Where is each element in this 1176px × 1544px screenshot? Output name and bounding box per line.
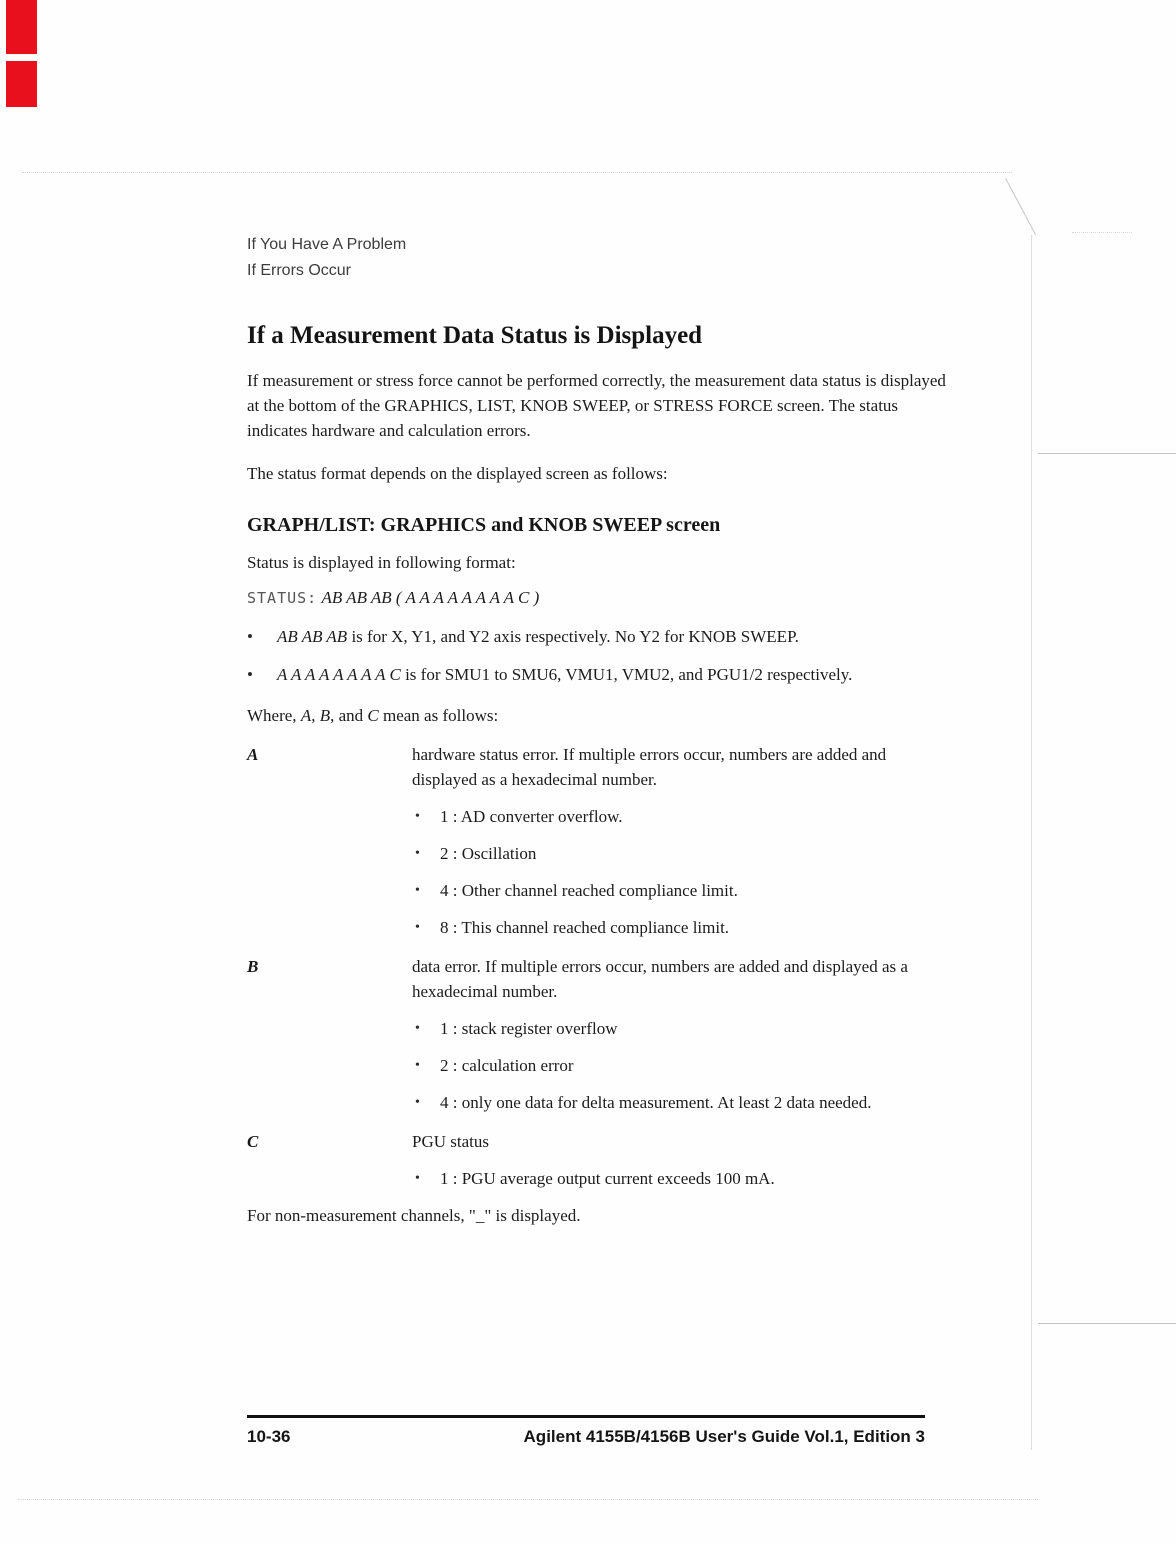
scan-artifact-margin-rule-lower (1038, 1323, 1176, 1324)
bullet-icon: • (415, 1021, 420, 1036)
page-content (247, 232, 947, 1228)
definition-sub-item (415, 804, 947, 829)
where-post: mean as follows: (378, 706, 499, 725)
where-sep1: , (311, 706, 320, 725)
sub-item-text: 1 : PGU average output current exceeds 100 mA. (440, 1169, 775, 1188)
definition-term: C (247, 1132, 259, 1151)
bullet-item-channels (247, 662, 947, 687)
sub-item-text: 1 : AD converter overflow. (440, 807, 623, 826)
definition-c (247, 1129, 947, 1191)
bullet-icon: • (415, 1171, 420, 1186)
intro-paragraph: If measurement or stress force cannot be performed correctly, the measurement data status is displayed at the bottom of the GRAPHICS, LIST, KNOB SWEEP, or STRESS FORCE screen. The status indicates hardware and calculation errors. (247, 371, 946, 440)
definition-text: hardware status error. If multiple errors occur, numbers are added and displayed as a hexadecimal number. (412, 745, 887, 789)
bullet-icon: • (415, 883, 420, 898)
scan-artifact-dotted-bottom (18, 1499, 1038, 1500)
where-term-c: C (367, 706, 379, 725)
closing-note: For non-measurement channels, "_" is displayed. (247, 1206, 581, 1225)
sub-item-text: 2 : calculation error (440, 1056, 574, 1075)
definition-b (247, 954, 947, 1115)
scan-artifact-margin-dash (1072, 232, 1132, 233)
definition-sub-item (415, 841, 947, 866)
definition-sub-item (415, 1053, 947, 1078)
footer-rule (247, 1415, 925, 1418)
section-heading: GRAPH/LIST: GRAPHICS and KNOB SWEEP screen (247, 514, 721, 536)
sub-item-text: 4 : only one data for delta measurement. At least 2 data needed. (440, 1093, 872, 1112)
definition-description (412, 1129, 947, 1191)
page-title: If a Measurement Data Status is Displayed (247, 322, 703, 349)
page-number: 10-36 (247, 1427, 291, 1446)
bullet-text (277, 624, 947, 649)
status-format-line (247, 585, 947, 611)
bullet-icon: • (415, 1058, 420, 1073)
running-header-line1: If You Have A Problem (247, 236, 407, 253)
definition-sub-item (415, 878, 947, 903)
definition-description (412, 742, 947, 940)
definition-a (247, 742, 947, 940)
running-header (247, 232, 947, 284)
status-label: STATUS: (247, 589, 318, 607)
bullet-item-axes (247, 624, 947, 649)
sub-item-text: 4 : Other channel reached compliance limit. (440, 881, 738, 900)
bullet-rest: is for X, Y1, and Y2 axis respectively. No Y2 for KNOB SWEEP. (347, 627, 799, 646)
scan-artifact-dotted-top (22, 172, 1012, 173)
page-footer (247, 1415, 925, 1447)
sub-item-text: 1 : stack register overflow (440, 1019, 618, 1038)
bullet-icon: • (415, 1095, 420, 1110)
definition-term: A (247, 745, 259, 764)
bullet-icon: • (247, 627, 253, 646)
sub-item-text: 8 : This channel reached compliance limit. (440, 918, 730, 937)
red-registration-mark-bottom (6, 61, 37, 107)
definition-sub-item (415, 1090, 947, 1115)
bullet-icon: • (247, 665, 253, 684)
sub-item-text: 2 : Oscillation (440, 844, 537, 863)
where-line (247, 703, 947, 728)
status-value: AB AB AB ( A A A A A A A A C ) (321, 588, 540, 607)
definition-sub-item (415, 1166, 947, 1191)
bullet-emphasis: A A A A A A A A C (277, 665, 401, 684)
bullet-icon: • (415, 809, 420, 824)
where-pre: Where, (247, 706, 301, 725)
footer-text-row (247, 1427, 925, 1447)
definition-description (412, 954, 947, 1115)
definition-sub-item (415, 1016, 947, 1041)
scan-artifact-corner-fold (1005, 178, 1036, 235)
where-term-a: A (300, 706, 312, 725)
definition-sub-item (415, 915, 947, 940)
where-term-b: B (319, 706, 331, 725)
status-format-paragraph: The status format depends on the displayed screen as follows: (247, 464, 668, 483)
where-sep2: , and (330, 706, 368, 725)
bullet-emphasis: AB AB AB (277, 627, 348, 646)
bullet-text (277, 662, 947, 687)
bullet-icon: • (415, 846, 420, 861)
scan-artifact-page-edge (1031, 235, 1032, 1450)
section-lead: Status is displayed in following format: (247, 553, 516, 572)
running-header-line2: If Errors Occur (247, 262, 352, 279)
footer-title: Agilent 4155B/4156B User's Guide Vol.1, Edition 3 (523, 1427, 925, 1446)
bullet-rest: is for SMU1 to SMU6, VMU1, VMU2, and PGU1/2 respectively. (400, 665, 853, 684)
definition-term: B (247, 957, 259, 976)
definition-text: PGU status (412, 1132, 489, 1151)
bullet-icon: • (415, 920, 420, 935)
scan-artifact-margin-rule-upper (1038, 453, 1176, 454)
red-registration-mark-top (6, 0, 37, 54)
definition-text: data error. If multiple errors occur, numbers are added and displayed as a hexadecimal number. (412, 957, 908, 1001)
